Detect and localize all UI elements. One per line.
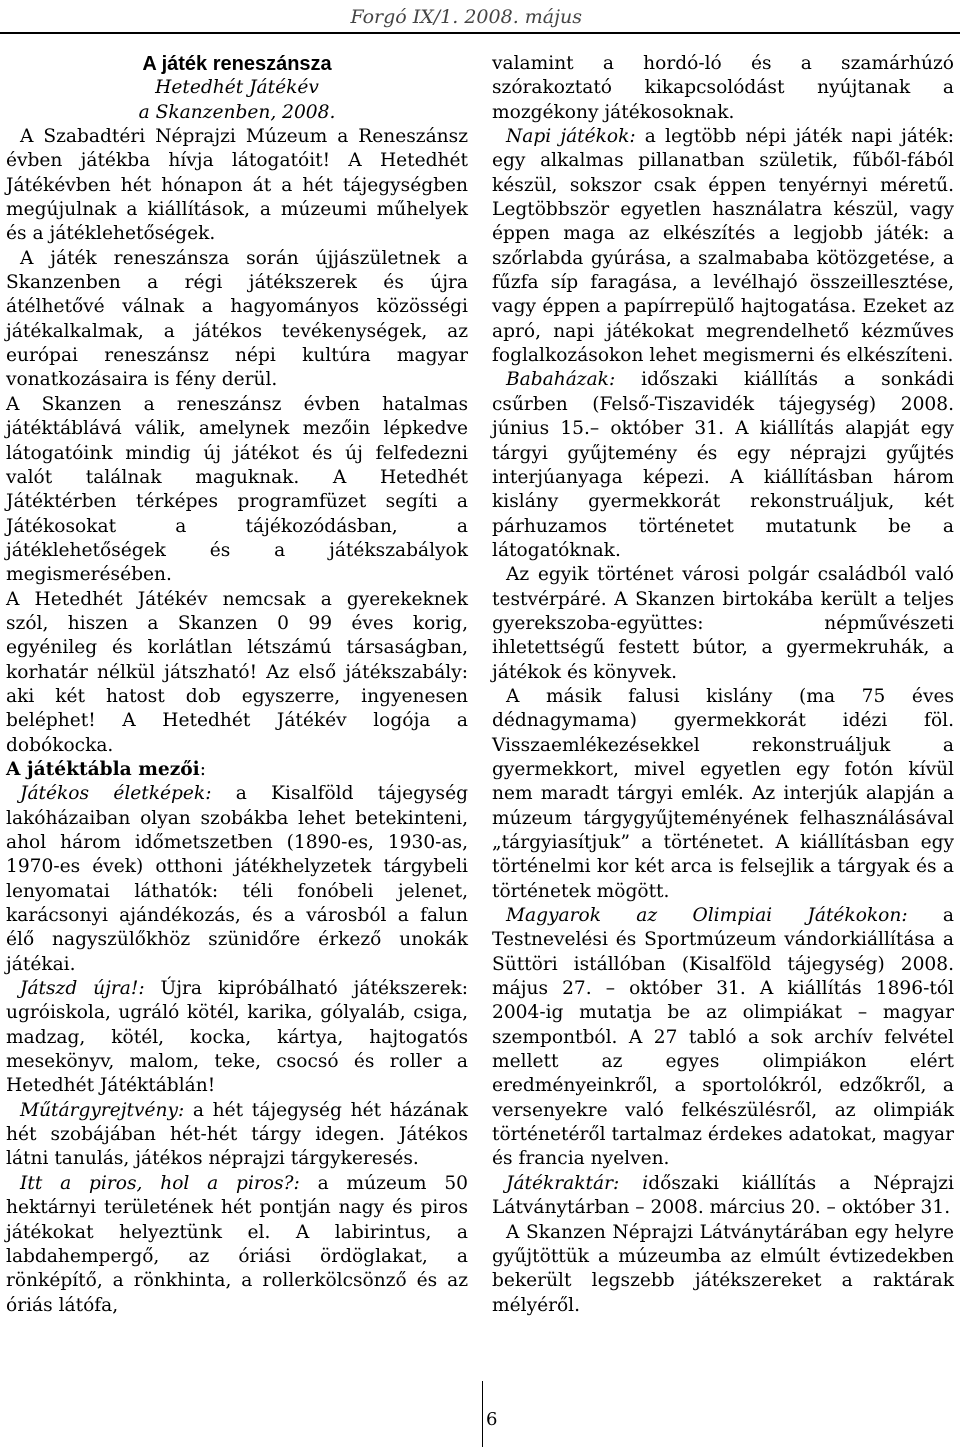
article-subtitle: Hetedhét Játékév: [155, 77, 319, 99]
paragraph: valamint a hordó-ló és a szamárhúzó szórakoztató kikapcsolódást nyújtanak a mozgékony játékosoknak.: [492, 53, 954, 123]
footer-divider: [482, 1381, 483, 1447]
article-title: A játék reneszánsza: [142, 53, 332, 75]
paragraph: [6, 782, 468, 977]
term-text: a Testnevelési és Sportmúzeum vándorkiállítása a Süttöri istállóban (Kisalföld tájegység) 2008. május 27. – október 31. A kiállítás 1896-tól 2004-ig mutatja be az olimpiákat – magyar szempontból. A 27 tabló a sok archív felvétel mellett az egyes olimpiákon elért eredményeinkről, a sportolókról, edzőkről, a versenyekre való felkészülésről, az olimpiák történetéről tartalmaz érdekes adatokat, magyar és francia nyelven.: [492, 905, 954, 1170]
term-text: a Kisalföld tájegység lakóházaiban olyan szobákba lehet betekinteni, ahol három időmetszetben (1890-es, 1930-as, 1970-es évek) otthoni játékhelyzetek tárgybeli lenyomatai láthatók: téli fonóbeli jelenet, karácsonyi ajándékozás, és a városból a falun élő nagyszülőkhöz szünidőre érkező unokák játékai.: [6, 783, 468, 975]
term-text: Újra kipróbálható játékszerek: ugróiskola, ugráló kötél, karika, gólyaláb, csiga, madzag, kötél, kocka, kártya, hajtogatós mesekönyv, malom, teke, csocsó és roller a Hetedhét Játéktáblán!: [6, 978, 468, 1097]
term-label: Babaházak:: [506, 369, 616, 391]
paragraph: A másik falusi kislány (ma 75 éves dédnagymama) gyermekkorát idézi föl. Visszaemlékezésekkel rekonstruáljuk a gyermekkort, mivel egyetlen egy fotón kívül nem maradt tárgyi emlék. Az interjúk alapján a múzeum tárgygyűjteményének felhasználásával „tárgyiasítjuk” a történetet. A kiállításban egy történelmi kor két arca is felsejlik a tárgyak és a történetek mögött.: [492, 685, 954, 902]
term-label: Játékraktár: i: [506, 1172, 649, 1194]
article-title-block: [6, 52, 468, 125]
header-rule: [0, 32, 960, 34]
section-heading-text: A játéktábla mezői: [6, 758, 200, 780]
page-number: 6: [486, 1409, 498, 1430]
term-label: Játszd újra!:: [20, 978, 145, 1000]
section-heading: [6, 758, 468, 782]
term-text: a múzeum 50 hektárnyi területének hét pontján nagy és piros játékokat helyeztünk el. A labirintus, a labdahempergő, az óriási ördöglakat, a rönképítő, a rönkhinta, a rollerkölcsönző és az óriás látófa,: [6, 1172, 468, 1316]
right-column: [492, 52, 954, 1318]
paragraph: [6, 1172, 468, 1318]
paragraph: [492, 1172, 954, 1221]
section-heading-colon: :: [199, 758, 206, 780]
term-text: a hét tájegység hét házának hét szobájában hét-hét tárgy idegen. Játékos látni tanulás, játékos néprajzi tárgykeresés.: [6, 1099, 468, 1170]
term-label: Napi játékok:: [506, 126, 636, 148]
term-text: a legtöbb népi játék napi játék: egy alkalmas pillanatban születik, fűből-fából készül, sokszor csak éppen tenyérnyi méretű. Legtöbbször egyetlen használatra készül, vagy éppen maga az elkészítés a legjobb játék: a szőrlabda gyúrása, a szalmababa kötözgetése, a fűzfa síp faragása, a levélhajó összeillesztése, vagy éppen a papírrepülő hajtogatása. Ezeket az apró, napi játékokat megrendelhető kézműves foglalkozásokon lehet megismerni és elkészíteni.: [492, 126, 955, 367]
term-label: Játékos életképek:: [20, 783, 212, 805]
running-header: Forgó IX/1. 2008. május: [350, 6, 582, 28]
paragraph: [492, 904, 954, 1172]
paragraph: A Hetedhét Játékév nemcsak a gyerekeknek szól, hiszen a Skanzen 0 99 éves korig, egyénileg és korlátlan létszámú társaságban, korhatár nélkül játszható! Az első játékszabály: aki két hatost dob egyszerre, ingyenesen beléphet! A Hetedhét Játékév logója a dobókocka.: [6, 588, 468, 756]
term-label: Itt a piros, hol a piros?:: [20, 1172, 300, 1194]
paragraph: A Skanzen Néprajzi Látványtárában egy helyre gyűjtöttük a múzeumba az elmúlt évtizedekben bekerült legszebb játékszereket a raktárak mélyéről.: [492, 1221, 954, 1316]
paragraph: A Skanzen a reneszánsz évben hatalmas játéktáblává válik, amelynek mezőin lépkedve látogatóink mindig új játékot és új felfedezni valót találnak maguknak. A Hetedhét Játéktérben térképes programfüzet segíti a Játékosokat a tájékozódásban, a játéklehetőségek és a játékszabályok megismerésében.: [6, 393, 468, 586]
paragraph: [492, 125, 954, 368]
paragraph: Az egyik történet városi polgár családból való testvérpáré. A Skanzen birtokába került a teljes gyerekszoba-együttes: népművészeti ihletettségű festett bútor, a gyermekruhák, a játékok és könyvek.: [492, 564, 954, 683]
paragraph: [6, 977, 468, 1099]
paragraph: [6, 1099, 468, 1172]
term-text: időszaki kiállítás a sonkádi csűrben (Felső-Tiszavidék tájegység) 2008. június 15.– október 31. A kiállítás alapját egy tárgyi gyűjtemény és egy néprajzi gyűjtés interjúanyaga képezi. A kiállításban három kislány gyermekkorát rekonstruáljuk, két párhuzamos történetet mutatunk be a látogatóknak.: [492, 369, 954, 561]
paragraph: A játék reneszánsza során újjászületnek a Skanzenben a régi játékszerek és újra átélhetővé válnak a hagyományos közösségi játékalkalmak, a játékos tevékenységek, az európai reneszánsz népi kultúra magyar vonatkozásaira is fény derül.: [6, 247, 468, 391]
term-label: Magyarok az Olimpiai Játékokon:: [506, 905, 908, 927]
term-text: dőszaki kiállítás a Néprajzi Látványtárban – 2008. március 20. – október 31.: [492, 1172, 955, 1219]
term-label: Műtárgyrejtvény:: [20, 1099, 185, 1121]
article-subtitle-place: a Skanzenben, 2008.: [138, 101, 336, 123]
left-column: [6, 52, 468, 1318]
paragraph: A Szabadtéri Néprajzi Múzeum a Reneszánsz évben játékba hívja látogatóit! A Hetedhét Játékévben hét hónapon át a hét tájegységben megújulnak a kiállítások, a múzeumi műhelyek és a játéklehetőségek.: [6, 126, 468, 245]
paragraph: [492, 368, 954, 563]
